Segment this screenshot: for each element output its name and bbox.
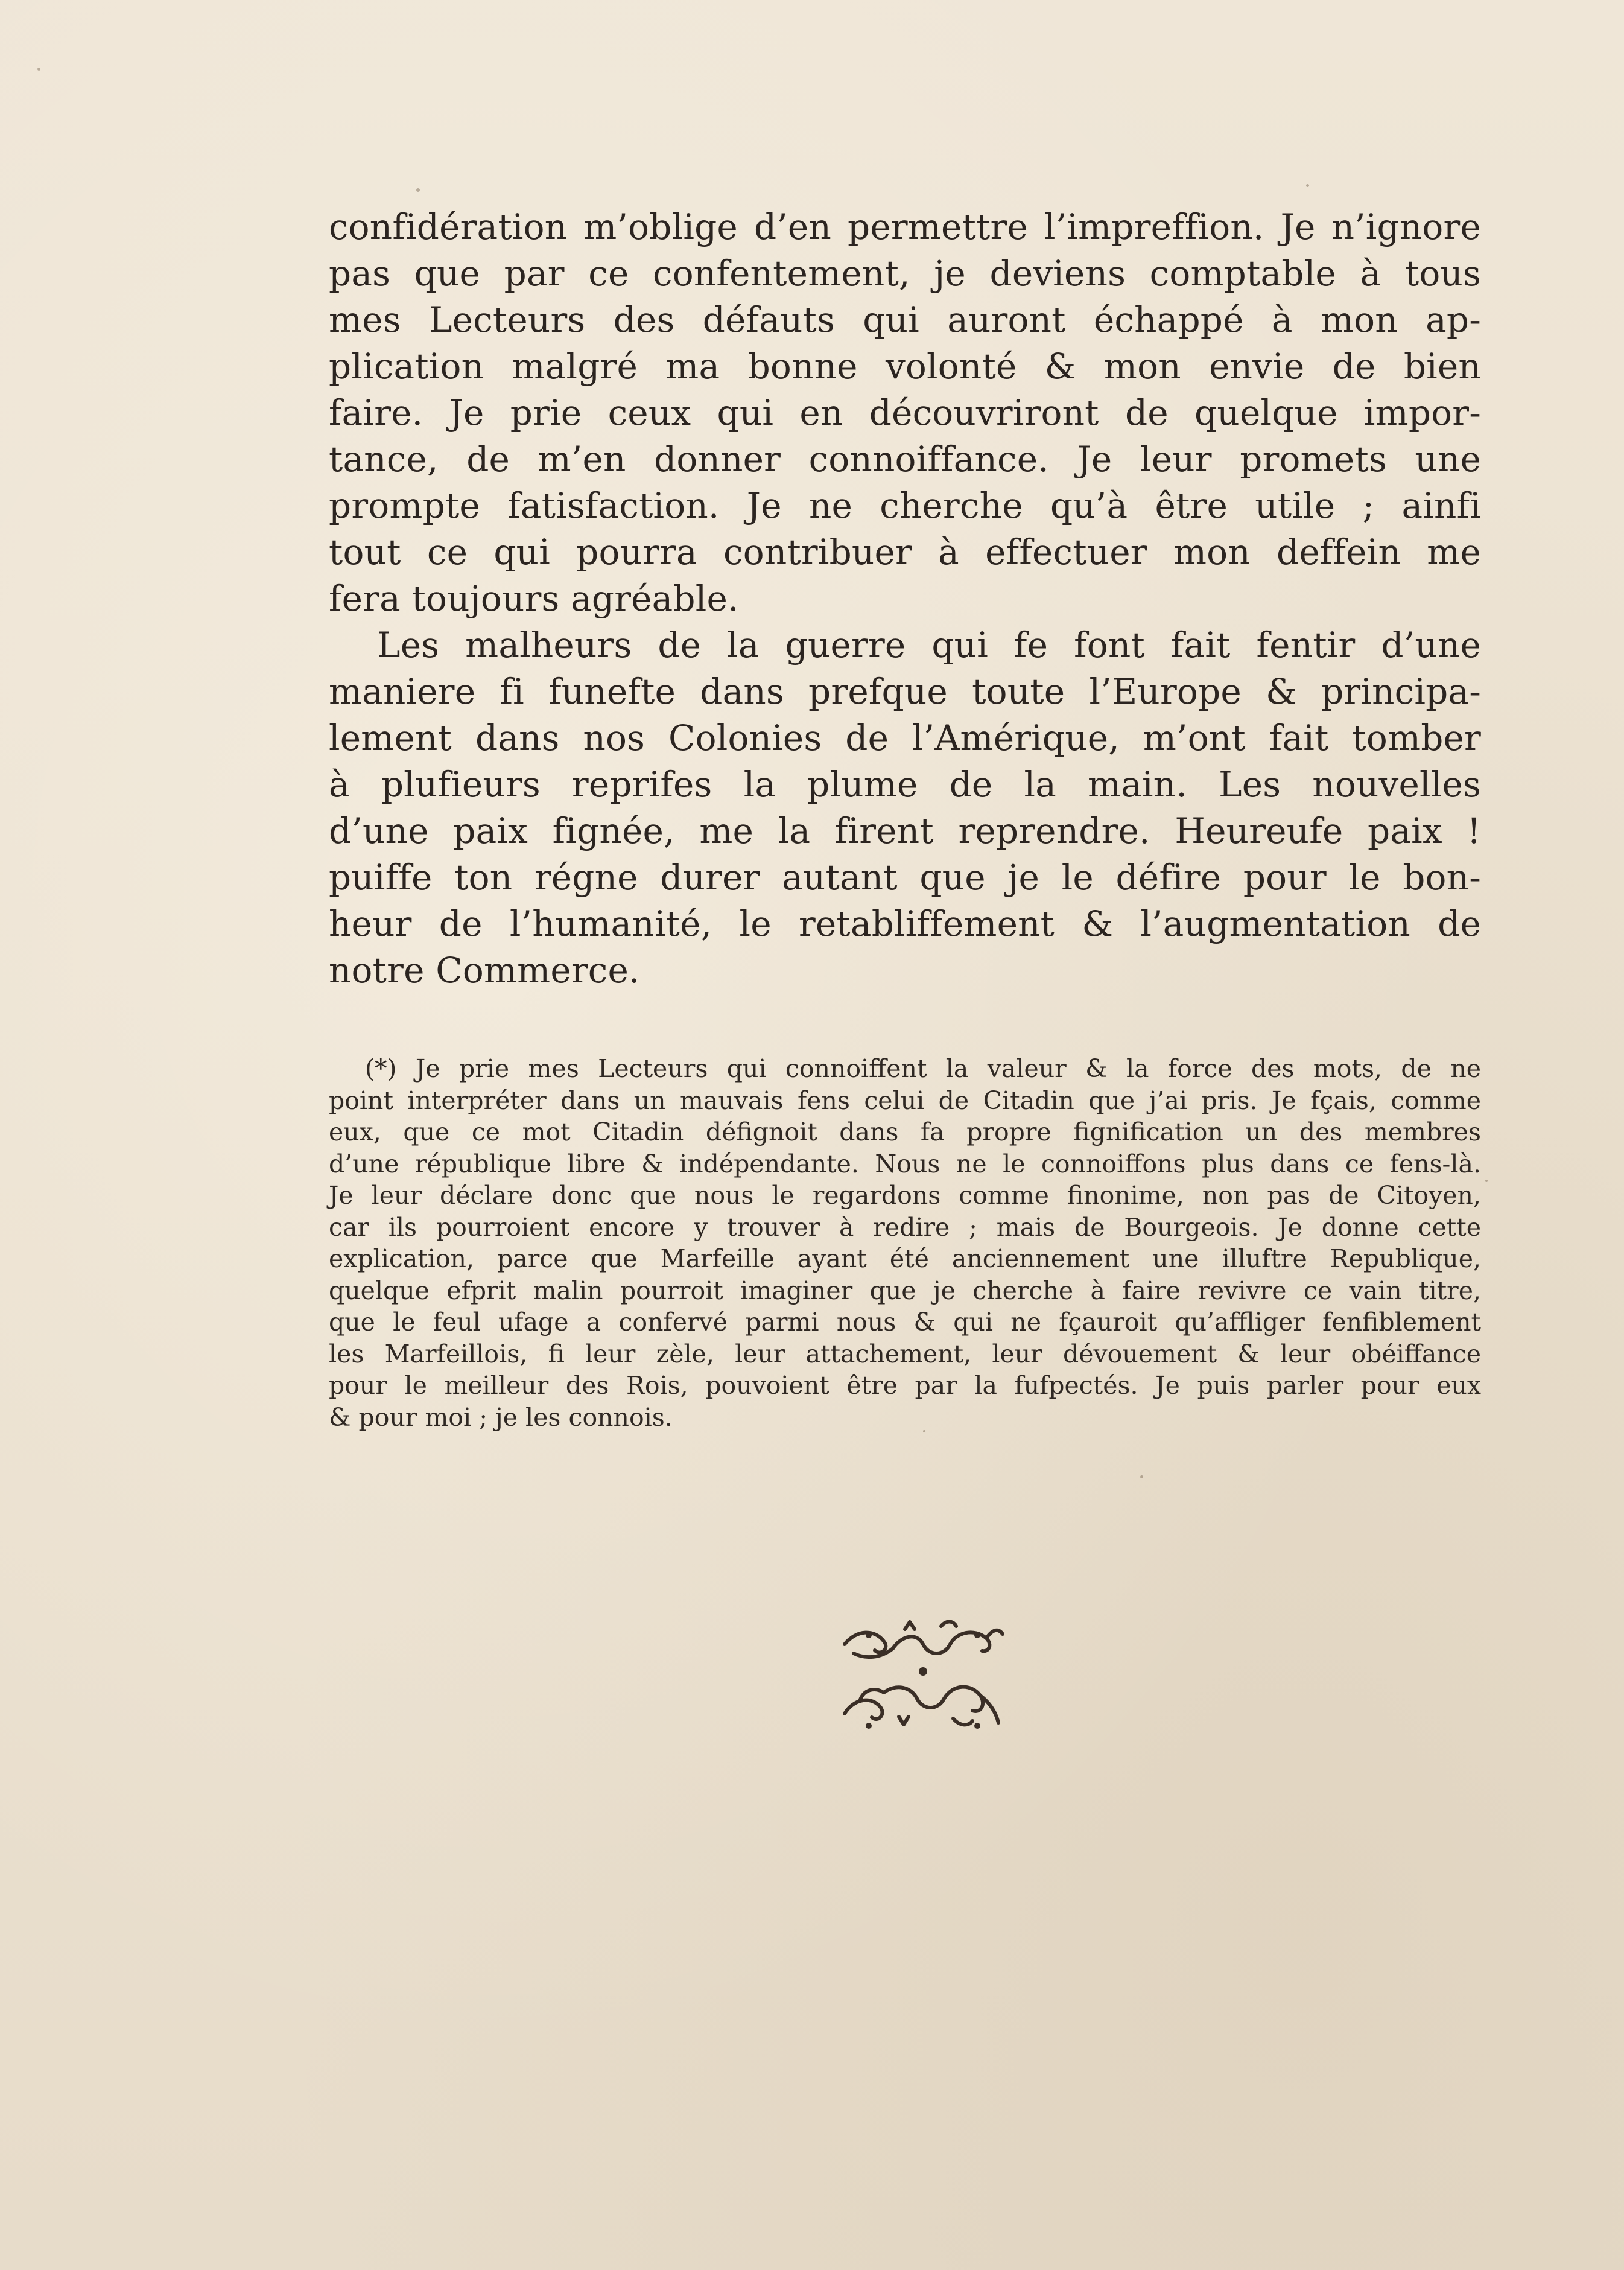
text-line: tout ce qui pourra contribuer à effectuer mon deffein me [329,532,1481,573]
footnote-line: pour le meilleur des Rois, pouvoient être par la fufpectés. Je puis parler pour eux [329,1371,1481,1400]
footnote-line: que le feul ufage a confervé parmi nous & qui ne fçauroit qu’affliger fenfiblement [329,1308,1481,1337]
footnote-line: point interpréter dans un mauvais fens celui de Citadin que j’ai pris. Je fçais, comme [329,1086,1481,1115]
footnote-line: eux, que ce mot Citadin défignoit dans fa propre fignification un des membres [329,1118,1481,1146]
text-line: prompte fatisfaction. Je ne cherche qu’à être utile ; ainfi [329,485,1481,526]
footnote-line: (*) Je prie mes Lecteurs qui connoiffent la valeur & la force des mots, de ne [365,1054,1481,1083]
paper-speck [1140,1475,1143,1478]
paper-speck [37,68,40,71]
text-line: d’une paix fignée, me la firent reprendre. Heureufe paix ! [329,810,1481,851]
text-line: heur de l’humanité, le retabliffement & l’augmentation de [329,903,1481,944]
text-line: à plufieurs reprifes la plume de la main. Les nouvelles [329,764,1481,805]
paper-speck [923,1430,925,1432]
text-line: tance, de m’en donner connoiffance. Je leur promets une [329,439,1481,480]
text-line: plication malgré ma bonne volonté & mon envie de bien [329,346,1481,387]
text-line: fera toujours agréable. [329,578,739,619]
paper-speck [1306,184,1309,187]
footnote-line: d’une république libre & indépendante. Nous ne le connoiffons plus dans ce fens-là. [329,1149,1481,1178]
footnote-line: quelque efprit malin pourroit imaginer que je cherche à faire revivre ce vain titre, [329,1276,1481,1305]
footnote-line: explication, parce que Marfeille ayant été anciennement une illuftre Republique, [329,1244,1481,1273]
paper-speck [1485,1180,1488,1182]
footnote-line: les Marfeillois, fi leur zèle, leur attachement, leur dévouement & leur obéiffance [329,1339,1481,1369]
text-line: notre Commerce. [329,950,640,991]
text-line: lement dans nos Colonies de l’Amérique, m’ont fait tomber [329,717,1481,758]
paper-speck [416,188,420,192]
text-line: puiffe ton régne durer autant que je le défire pour le bon- [329,857,1481,898]
text-line: maniere fi funefte dans prefque toute l’Europe & principa- [329,671,1481,712]
main-text [329,204,1481,994]
footnote-line: & pour moi ; je les connois. [329,1402,673,1432]
floral-fleuron-ornament-icon [833,1611,1007,1738]
footnote [329,1053,1481,1433]
text-line: pas que par ce confentement, je deviens comptable à tous [329,253,1481,294]
footnote-line: Je leur déclare donc que nous le regardons comme finonime, non pas de Citoyen, [329,1181,1481,1210]
text-line: faire. Je prie ceux qui en découvriront de quelque impor- [329,392,1481,433]
text-line: mes Lecteurs des défauts qui auront échappé à mon ap- [329,299,1481,340]
text-line: confidération m’oblige d’en permettre l’impreffion. Je n’ignore [329,206,1481,247]
footnote-line: car ils pourroient encore y trouver à redire ; mais de Bourgeois. Je donne cette [329,1212,1481,1242]
paragraph-start-line: Les malheurs de la guerre qui fe font fait fentir d’une [377,625,1481,666]
